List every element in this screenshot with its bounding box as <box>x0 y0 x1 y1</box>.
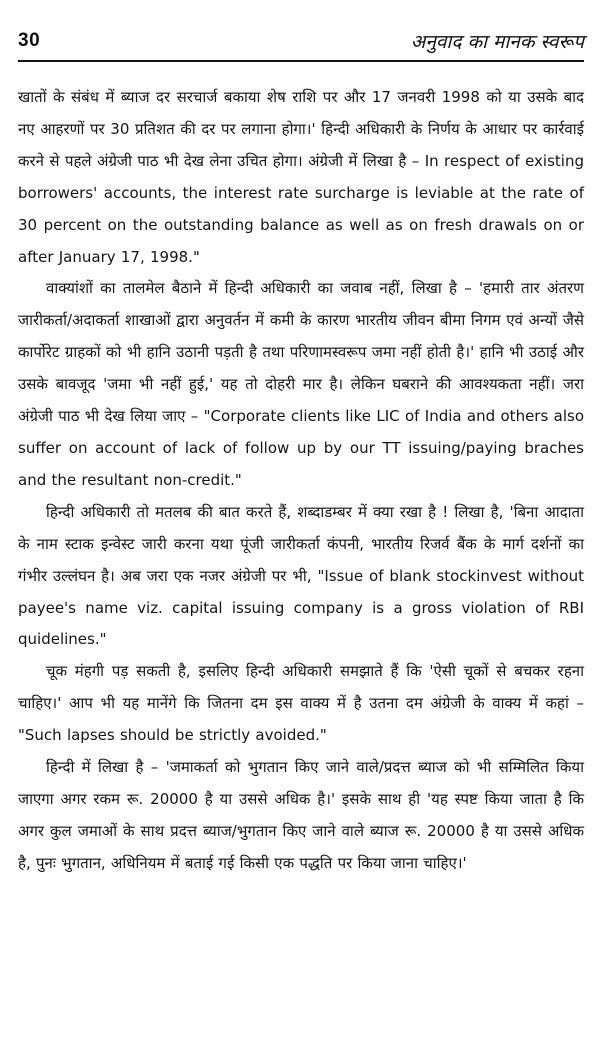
paragraph-4: चूक मंहगी पड़ सकती है, इसलिए हिन्दी अधिकारी समझाते हैं कि 'ऐसी चूकों से बचकर रहना चाहिए।' आप भी यह मानेंगे कि जितना दम इस वाक्य में है उतना दम अंग्रेजी के वाक्य में कहां – "Such lapses should be strictly avoided." <box>18 662 584 745</box>
page-number: 30 <box>18 30 41 51</box>
paragraph-5: हिन्दी में लिखा है – 'जमाकर्ता को भुगतान किए जाने वाले/प्रदत्त ब्याज को भी सम्मिलित किया जाएगा अगर रकम रू. 20000 है या उससे अधिक है।' इसके साथ ही 'यह स्पष्ट किया जाता है कि अगर कुल जमाओं के साथ प्रदत्त ब्याज/भुगतान किए जाने वाले ब्याज रू. 20000 है या उससे अधिक है, पुनः भुगतान, अधिनियम में बताई गई किसी एक पद्धति पर किया जाना चाहिए।' <box>18 758 584 872</box>
paragraph-1: खातों के संबंध में ब्याज दर सरचार्ज बकाया शेष राशि पर और 17 जनवरी 1998 को या उसके बाद नए आहरणों पर 30 प्रतिशत की दर पर लगाना होगा।' हिन्दी अधिकारी के निर्णय के आधार पर कार्रवाई करने से पहले अंग्रेजी पाठ भी देख लेना उचित होगा। अंग्रेजी में लिखा है – In respect of existing borrowers' accounts, the interest rate surcharge is leviable at the rate of 30 percent on the outstanding balance as well as on fresh drawals on or after January 17, 1998." <box>18 88 584 266</box>
page-header <box>18 26 584 62</box>
paragraph-2: वाक्यांशों का तालमेल बैठाने में हिन्दी अधिकारी का जवाब नहीं, लिखा है – 'हमारी तार अंतरण जारीकर्ता/अदाकर्ता शाखाओं द्वारा अनुवर्तन में कमी के कारण भारतीय जीवन बीमा निगम एवं अन्यों जैसे कार्पोरेट ग्राहकों को भी हानि उठानी पड़ती है तथा परिणामस्वरूप जमा नहीं होती है।' हानि भी उठाई और उसके बावजूद 'जमा भी नहीं हुई,' यह तो दोहरी मार है। लेकिन घबराने की आवश्यकता नहीं। जरा अंग्रेजी पाठ भी देख लिया जाए – "Corporate clients like LIC of India and others also suffer on account of lack of follow up by our TT issuing/paying braches and the resultant non-credit." <box>18 279 584 489</box>
paragraph-3: हिन्दी अधिकारी तो मतलब की बात करते हैं, शब्दाडम्बर में क्या रखा है ! लिखा है, 'बिना आदाता के नाम स्टाक इन्वेस्ट जारी करना यथा पूंजी जारीकर्ता कंपनी, भारतीय रिजर्व बैंक के मार्ग दर्शनों का गंभीर उल्लंघन है। अब जरा एक नजर अंग्रेजी पर भी, "Issue of blank stockinvest without payee's name viz. capital issuing company is a gross violation of RBI quidelines." <box>18 502 584 649</box>
running-head: अनुवाद का मानक स्वरूप <box>410 31 584 53</box>
body-text <box>18 82 584 880</box>
